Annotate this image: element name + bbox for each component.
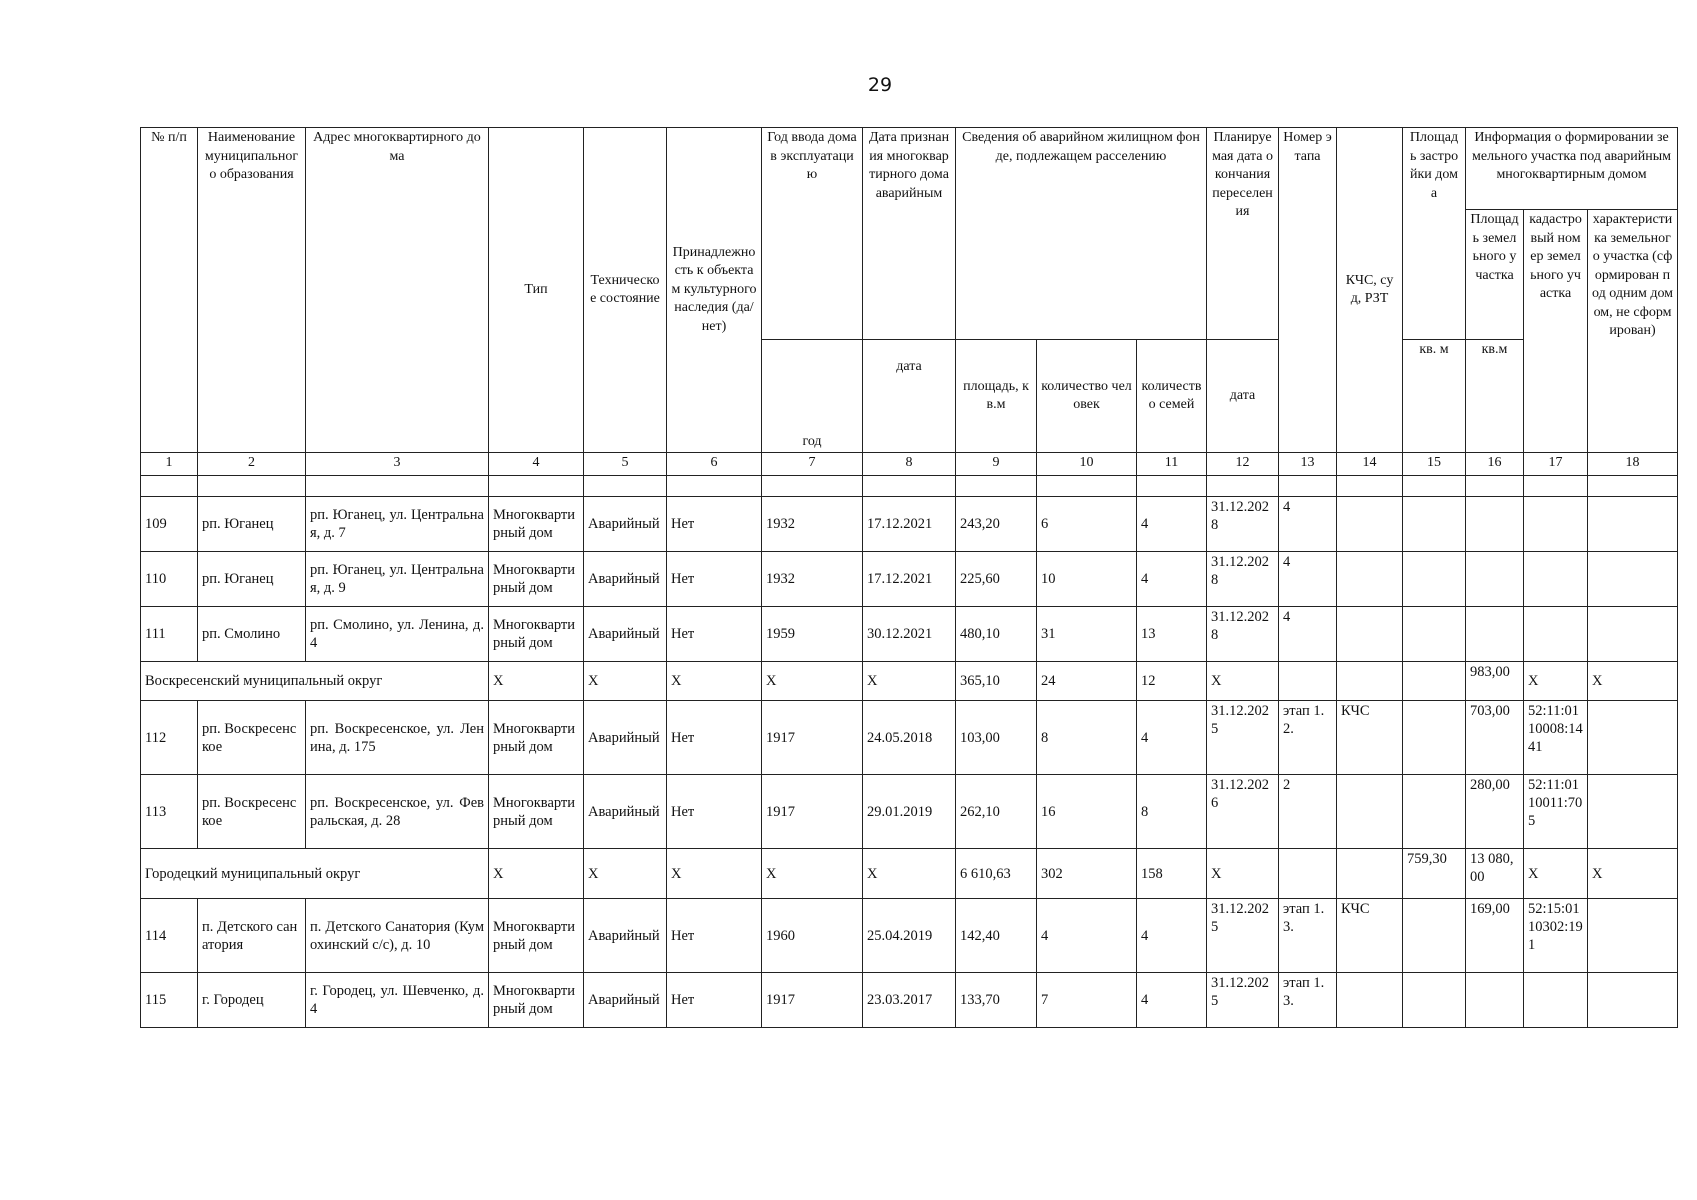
header-planned-date: Планируемая дата окончания переселения — [1207, 128, 1279, 340]
header-families: количество семей — [1137, 340, 1207, 453]
emergency-date: 23.03.2017 — [863, 973, 956, 1028]
technical-state: X — [584, 662, 667, 701]
fund-area: 6 610,63 — [956, 849, 1037, 899]
people-count: 4 — [1037, 899, 1137, 973]
year-built: 1917 — [762, 701, 863, 775]
column-number: 11 — [1137, 453, 1207, 476]
column-number: 12 — [1207, 453, 1279, 476]
technical-state: Аварийный — [584, 701, 667, 775]
emergency-date: 17.12.2021 — [863, 497, 956, 552]
land-characteristic — [1588, 607, 1678, 662]
stage-number — [1279, 662, 1337, 701]
table-body — [141, 476, 1678, 1028]
column-number: 14 — [1337, 453, 1403, 476]
house-address: рп. Юганец, ул. Центральная, д. 7 — [306, 497, 489, 552]
build-area — [1403, 701, 1466, 775]
municipality-name: рп. Воскресенское — [198, 701, 306, 775]
house-type: X — [489, 849, 584, 899]
build-area — [1403, 497, 1466, 552]
column-number: 15 — [1403, 453, 1466, 476]
kchs-status — [1337, 973, 1403, 1028]
technical-state: Аварийный — [584, 899, 667, 973]
cadastral-number: X — [1524, 849, 1588, 899]
heritage-flag: Нет — [667, 552, 762, 607]
page-number: 29 — [867, 74, 893, 96]
heritage-flag: Нет — [667, 701, 762, 775]
people-count: 8 — [1037, 701, 1137, 775]
header-type: Тип — [489, 128, 584, 453]
technical-state: Аварийный — [584, 607, 667, 662]
house-type: Многоквартирный дом — [489, 607, 584, 662]
build-area — [1403, 607, 1466, 662]
district-name: Городецкий муниципальный округ — [141, 849, 489, 899]
municipality-name: г. Городец — [198, 973, 306, 1028]
land-characteristic: X — [1588, 849, 1678, 899]
people-count: 6 — [1037, 497, 1137, 552]
column-number: 5 — [584, 453, 667, 476]
technical-state: X — [584, 849, 667, 899]
fund-area: 480,10 — [956, 607, 1037, 662]
heritage-flag: Нет — [667, 775, 762, 849]
house-address: г. Городец, ул. Шевченко, д. 4 — [306, 973, 489, 1028]
house-type: Многоквартирный дом — [489, 497, 584, 552]
planned-date: 31.12.2028 — [1207, 497, 1279, 552]
house-address: рп. Смолино, ул. Ленина, д. 4 — [306, 607, 489, 662]
column-number: 9 — [956, 453, 1037, 476]
emergency-date: 29.01.2019 — [863, 775, 956, 849]
kchs-status: КЧС — [1337, 701, 1403, 775]
year-built: 1917 — [762, 973, 863, 1028]
family-count: 4 — [1137, 552, 1207, 607]
column-number: 3 — [306, 453, 489, 476]
row-number: 115 — [141, 973, 198, 1028]
cadastral-number: 52:11:0110008:1441 — [1524, 701, 1588, 775]
build-area — [1403, 662, 1466, 701]
municipality-name: рп. Смолино — [198, 607, 306, 662]
technical-state: Аварийный — [584, 552, 667, 607]
header-cadastral: кадастровый номер земельного участка — [1524, 210, 1588, 453]
people-count: 16 — [1037, 775, 1137, 849]
municipality-name: рп. Воскресенское — [198, 775, 306, 849]
header-land-area: Площадь земельного участка — [1466, 210, 1524, 340]
header-heritage: Принадлежность к объектам культурного наследия (да/нет) — [667, 128, 762, 453]
header-municipality: Наименование муниципального образования — [198, 128, 306, 453]
header-no: № п/п — [141, 128, 198, 453]
emergency-date: 25.04.2019 — [863, 899, 956, 973]
fund-area: 243,20 — [956, 497, 1037, 552]
cadastral-number — [1524, 973, 1588, 1028]
header-emergency-date: Дата признания многоквартирного дома аварийным — [863, 128, 956, 340]
people-count: 31 — [1037, 607, 1137, 662]
column-number: 17 — [1524, 453, 1588, 476]
municipality-name: рп. Юганец — [198, 552, 306, 607]
stage-number — [1279, 849, 1337, 899]
row-number: 110 — [141, 552, 198, 607]
land-area: 169,00 — [1466, 899, 1524, 973]
technical-state: Аварийный — [584, 497, 667, 552]
house-address: рп. Юганец, ул. Центральная, д. 9 — [306, 552, 489, 607]
house-type: X — [489, 662, 584, 701]
column-number: 2 — [198, 453, 306, 476]
people-count: 7 — [1037, 973, 1137, 1028]
fund-area: 133,70 — [956, 973, 1037, 1028]
house-address: рп. Воскресенское, ул. Ленина, д. 175 — [306, 701, 489, 775]
planned-date: 31.12.2028 — [1207, 607, 1279, 662]
build-area — [1403, 899, 1466, 973]
header-address: Адрес многоквартирного дома — [306, 128, 489, 453]
land-characteristic — [1588, 701, 1678, 775]
fund-area: 365,10 — [956, 662, 1037, 701]
column-number: 16 — [1466, 453, 1524, 476]
fund-area: 262,10 — [956, 775, 1037, 849]
planned-date: 31.12.2028 — [1207, 552, 1279, 607]
cadastral-number — [1524, 552, 1588, 607]
planned-date: 31.12.2025 — [1207, 701, 1279, 775]
row-number: 113 — [141, 775, 198, 849]
land-area — [1466, 552, 1524, 607]
header-land-plot-group: Информация о формировании земельного участка под аварийным многоквартирным домом — [1466, 128, 1678, 210]
header-date-unit: дата — [863, 340, 956, 453]
land-area: 983,00 — [1466, 662, 1524, 701]
land-characteristic — [1588, 497, 1678, 552]
column-number: 10 — [1037, 453, 1137, 476]
cadastral-number: 52:15:0110302:191 — [1524, 899, 1588, 973]
kchs-status — [1337, 497, 1403, 552]
heritage-flag: Нет — [667, 973, 762, 1028]
house-type: Многоквартирный дом — [489, 899, 584, 973]
build-area: 759,30 — [1403, 849, 1466, 899]
table-row — [141, 973, 1678, 1028]
land-area: 13 080,00 — [1466, 849, 1524, 899]
column-number: 18 — [1588, 453, 1678, 476]
year-built: 1959 — [762, 607, 863, 662]
column-number: 13 — [1279, 453, 1337, 476]
heritage-flag: Нет — [667, 899, 762, 973]
kchs-status — [1337, 775, 1403, 849]
table-row — [141, 701, 1678, 775]
emergency-date: X — [863, 662, 956, 701]
heritage-flag: Нет — [667, 497, 762, 552]
people-count: 302 — [1037, 849, 1137, 899]
emergency-date: 30.12.2021 — [863, 607, 956, 662]
district-summary-row — [141, 662, 1678, 701]
emergency-date: 17.12.2021 — [863, 552, 956, 607]
emergency-date: X — [863, 849, 956, 899]
column-number: 4 — [489, 453, 584, 476]
header-people: количество человек — [1037, 340, 1137, 453]
family-count: 8 — [1137, 775, 1207, 849]
header-stage: Номер этапа — [1279, 128, 1337, 453]
header-planned-date-unit: дата — [1207, 340, 1279, 453]
year-built: 1932 — [762, 497, 863, 552]
kchs-status — [1337, 849, 1403, 899]
cadastral-number — [1524, 497, 1588, 552]
year-built: 1960 — [762, 899, 863, 973]
header-build-area: Площадь застройки дома — [1403, 128, 1466, 340]
header-land-area-unit: кв.м — [1466, 340, 1524, 453]
heritage-flag: X — [667, 849, 762, 899]
kchs-status — [1337, 607, 1403, 662]
stage-number: 4 — [1279, 497, 1337, 552]
emergency-housing-table — [140, 127, 1678, 1028]
municipality-name: рп. Юганец — [198, 497, 306, 552]
planned-date: X — [1207, 849, 1279, 899]
column-number: 7 — [762, 453, 863, 476]
land-area — [1466, 973, 1524, 1028]
cadastral-number: X — [1524, 662, 1588, 701]
fund-area: 103,00 — [956, 701, 1037, 775]
header-kchs: КЧС, суд, РЗТ — [1337, 128, 1403, 453]
family-count: 13 — [1137, 607, 1207, 662]
stage-number: этап 1.2. — [1279, 701, 1337, 775]
column-number: 8 — [863, 453, 956, 476]
planned-date: 31.12.2025 — [1207, 899, 1279, 973]
land-characteristic — [1588, 973, 1678, 1028]
land-area — [1466, 607, 1524, 662]
stage-number: 2 — [1279, 775, 1337, 849]
row-number: 111 — [141, 607, 198, 662]
house-address: рп. Воскресенское, ул. Февральская, д. 28 — [306, 775, 489, 849]
stage-number: 4 — [1279, 552, 1337, 607]
heritage-flag: Нет — [667, 607, 762, 662]
build-area — [1403, 552, 1466, 607]
stage-number: этап 1.3. — [1279, 973, 1337, 1028]
land-area: 703,00 — [1466, 701, 1524, 775]
land-characteristic — [1588, 899, 1678, 973]
year-built: X — [762, 849, 863, 899]
table-row — [141, 552, 1678, 607]
family-count: 4 — [1137, 497, 1207, 552]
heritage-flag: X — [667, 662, 762, 701]
stage-number: 4 — [1279, 607, 1337, 662]
family-count: 4 — [1137, 899, 1207, 973]
build-area — [1403, 775, 1466, 849]
table-row — [141, 775, 1678, 849]
year-built: 1917 — [762, 775, 863, 849]
land-area — [1466, 497, 1524, 552]
table-row — [141, 899, 1678, 973]
fund-area: 142,40 — [956, 899, 1037, 973]
planned-date: X — [1207, 662, 1279, 701]
year-built: 1932 — [762, 552, 863, 607]
row-number: 112 — [141, 701, 198, 775]
kchs-status: КЧС — [1337, 899, 1403, 973]
row-number: 109 — [141, 497, 198, 552]
header-emergency-fund-group: Сведения об аварийном жилищном фонде, подлежащем расселению — [956, 128, 1207, 340]
kchs-status — [1337, 662, 1403, 701]
family-count: 4 — [1137, 973, 1207, 1028]
land-characteristic — [1588, 775, 1678, 849]
house-type: Многоквартирный дом — [489, 775, 584, 849]
land-characteristic: X — [1588, 662, 1678, 701]
family-count: 158 — [1137, 849, 1207, 899]
planned-date: 31.12.2026 — [1207, 775, 1279, 849]
land-area: 280,00 — [1466, 775, 1524, 849]
spacer-row — [141, 476, 1678, 497]
column-number: 1 — [141, 453, 198, 476]
house-type: Многоквартирный дом — [489, 552, 584, 607]
row-number: 114 — [141, 899, 198, 973]
planned-date: 31.12.2025 — [1207, 973, 1279, 1028]
municipality-name: п. Детского санатория — [198, 899, 306, 973]
table-row — [141, 607, 1678, 662]
table-row — [141, 497, 1678, 552]
header-area: площадь, кв.м — [956, 340, 1037, 453]
technical-state: Аварийный — [584, 775, 667, 849]
district-summary-row — [141, 849, 1678, 899]
stage-number: этап 1.3. — [1279, 899, 1337, 973]
build-area — [1403, 973, 1466, 1028]
family-count: 4 — [1137, 701, 1207, 775]
people-count: 10 — [1037, 552, 1137, 607]
header-build-area-unit: кв. м — [1403, 340, 1466, 453]
house-address: п. Детского Санатория (Кумохинский с/с), д. 10 — [306, 899, 489, 973]
house-type: Многоквартирный дом — [489, 973, 584, 1028]
house-type: Многоквартирный дом — [489, 701, 584, 775]
people-count: 24 — [1037, 662, 1137, 701]
year-built: X — [762, 662, 863, 701]
kchs-status — [1337, 552, 1403, 607]
cadastral-number: 52:11:0110011:705 — [1524, 775, 1588, 849]
family-count: 12 — [1137, 662, 1207, 701]
land-characteristic — [1588, 552, 1678, 607]
header-year-built: Год ввода дома в эксплуатацию — [762, 128, 863, 340]
header-land-char: характеристика земельного участка (сформирован под одним домом, не сформирован) — [1588, 210, 1678, 453]
header-year-unit: год — [762, 340, 863, 453]
fund-area: 225,60 — [956, 552, 1037, 607]
header-tech-state: Техническое состояние — [584, 128, 667, 453]
column-numbers-row — [141, 453, 1678, 476]
district-name: Воскресенский муниципальный округ — [141, 662, 489, 701]
cadastral-number — [1524, 607, 1588, 662]
technical-state: Аварийный — [584, 973, 667, 1028]
column-number: 6 — [667, 453, 762, 476]
emergency-date: 24.05.2018 — [863, 701, 956, 775]
